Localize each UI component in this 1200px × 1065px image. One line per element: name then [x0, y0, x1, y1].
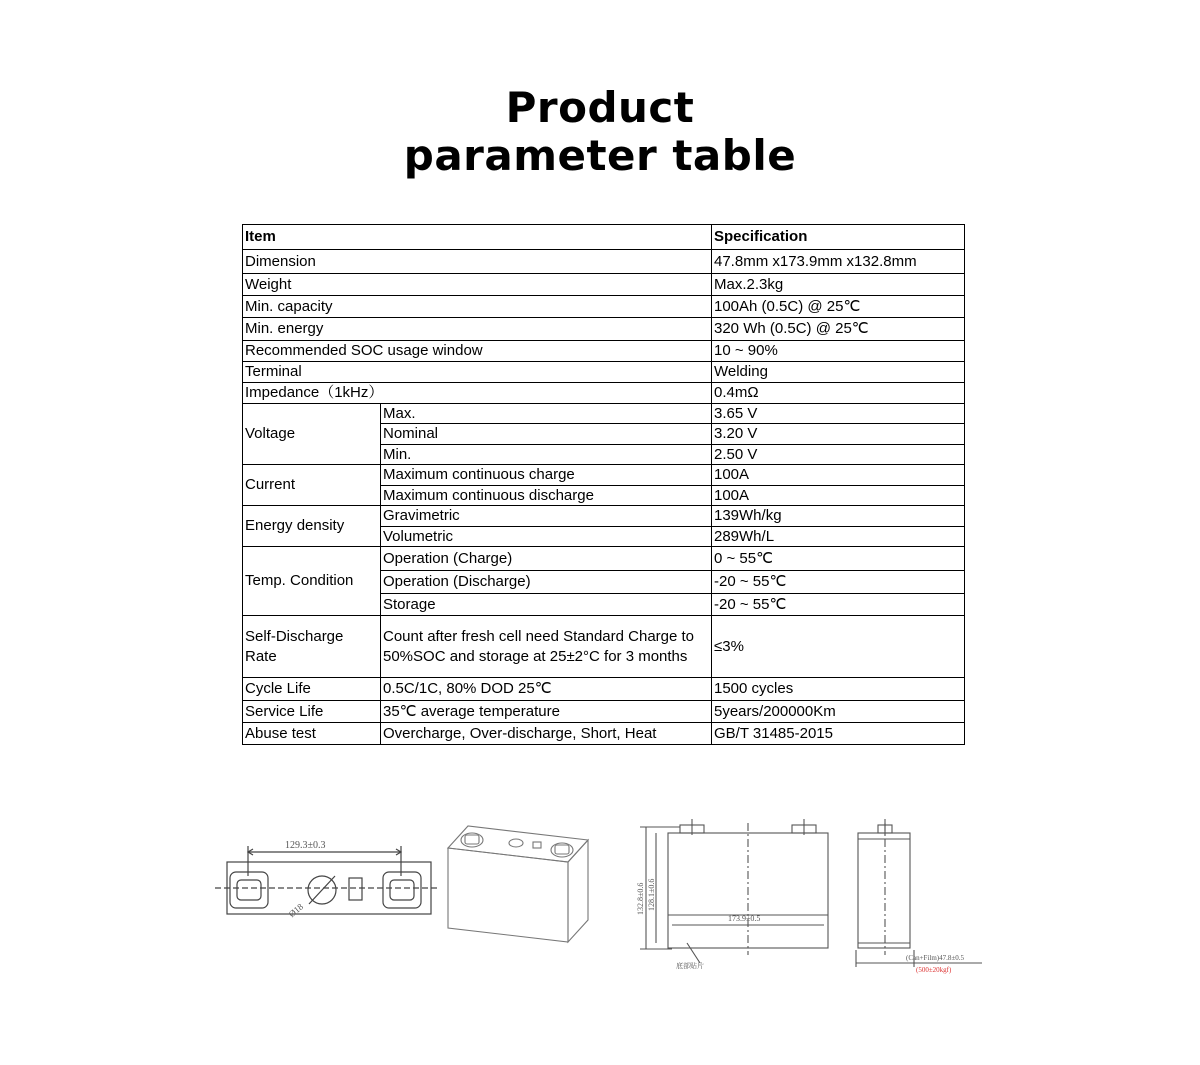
row-value: 100A: [712, 486, 965, 506]
row-value: Welding: [712, 362, 965, 383]
group-label-voltage: Voltage: [243, 404, 381, 465]
height-inner-label: 128.1±0.6: [647, 878, 656, 911]
row-sublabel: Max.: [381, 404, 712, 424]
header-item: Item: [243, 225, 712, 250]
row-sublabel: Maximum continuous charge: [381, 465, 712, 486]
thickness-dim-label: (Can+Film)47.8±0.5: [906, 954, 964, 962]
row-sublabel: Nominal: [381, 424, 712, 445]
row-label: Abuse test: [243, 723, 381, 745]
row-sublabel: Operation (Discharge): [381, 571, 712, 594]
row-sublabel: Maximum continuous discharge: [381, 486, 712, 506]
row-value: 100Ah (0.5C) @ 25℃: [712, 296, 965, 318]
length-dim-label: 173.9±0.5: [728, 914, 761, 923]
row-condition: 0.5C/1C, 80% DOD 25℃: [381, 678, 712, 701]
row-condition: Overcharge, Over-discharge, Short, Heat: [381, 723, 712, 745]
table-row: [243, 506, 965, 527]
row-label: Cycle Life: [243, 678, 381, 701]
row-sublabel: Volumetric: [381, 527, 712, 547]
row-value: 3.65 V: [712, 404, 965, 424]
row-label: Service Life: [243, 701, 381, 723]
table-row: [243, 701, 965, 723]
row-value: -20 ~ 55℃: [712, 571, 965, 594]
group-label-temp: Temp. Condition: [243, 547, 381, 616]
row-value: 0.4mΩ: [712, 383, 965, 404]
table-row: [243, 318, 965, 341]
table-row: [243, 723, 965, 745]
table-row: [243, 616, 965, 678]
group-label-current: Current: [243, 465, 381, 506]
row-label: Recommended SOC usage window: [243, 341, 712, 362]
group-label-energy-density: Energy density: [243, 506, 381, 547]
height-outer-label: 132.8±0.6: [636, 882, 645, 915]
header-spec: Specification: [712, 225, 965, 250]
row-sublabel: Min.: [381, 445, 712, 465]
row-value: 1500 cycles: [712, 678, 965, 701]
row-label: Dimension: [243, 250, 712, 274]
table-row: [243, 383, 965, 404]
technical-drawings: [0, 800, 1200, 1000]
top-dim-label: 129.3±0.3: [285, 840, 326, 851]
side-view-drawing: [848, 815, 988, 980]
row-label: Min. capacity: [243, 296, 712, 318]
table-row: [243, 341, 965, 362]
row-value: 289Wh/L: [712, 527, 965, 547]
row-value: Max.2.3kg: [712, 274, 965, 296]
row-sublabel: Gravimetric: [381, 506, 712, 527]
title-line-1: Product: [505, 83, 695, 132]
row-value: 320 Wh (0.5C) @ 25℃: [712, 318, 965, 341]
row-value: ≤3%: [712, 616, 965, 678]
table-row: [243, 225, 965, 250]
front-view-drawing: [632, 815, 842, 975]
row-label: Self-Discharge Rate: [243, 616, 381, 678]
row-value: 2.50 V: [712, 445, 965, 465]
row-value: 10 ~ 90%: [712, 341, 965, 362]
table-row: [243, 362, 965, 383]
title-line-2: parameter table: [403, 131, 797, 180]
row-value: 139Wh/kg: [712, 506, 965, 527]
row-condition: 35℃ average temperature: [381, 701, 712, 723]
top-view-drawing: [215, 830, 440, 930]
row-label: Min. energy: [243, 318, 712, 341]
table-row: [243, 465, 965, 486]
row-label: Weight: [243, 274, 712, 296]
row-value: -20 ~ 55℃: [712, 594, 965, 616]
row-sublabel: Operation (Charge): [381, 547, 712, 571]
table-row: [243, 547, 965, 571]
table-row: [243, 274, 965, 296]
parameter-table: [242, 224, 965, 745]
row-value: 0 ~ 55℃: [712, 547, 965, 571]
row-value: 5years/200000Km: [712, 701, 965, 723]
row-label: Terminal: [243, 362, 712, 383]
row-value: 47.8mm x173.9mm x132.8mm: [712, 250, 965, 274]
row-sublabel: Storage: [381, 594, 712, 616]
row-value: 100A: [712, 465, 965, 486]
row-condition: Count after fresh cell need Standard Charge to 50%SOC and storage at 25±2°C for 3 months: [381, 616, 712, 678]
bottom-note-label: 底部贴片: [676, 962, 704, 970]
table-row: [243, 296, 965, 318]
force-dim-label: (500±20kgf): [916, 966, 952, 974]
row-value: 3.20 V: [712, 424, 965, 445]
page-title: [0, 84, 1200, 180]
isometric-view-drawing: [438, 818, 590, 946]
row-value: GB/T 31485-2015: [712, 723, 965, 745]
row-label: Impedance（1kHz）: [243, 383, 712, 404]
table-row: [243, 404, 965, 424]
hole-dim-label: Ø18: [286, 901, 306, 920]
table-row: [243, 250, 965, 274]
table-row: [243, 678, 965, 701]
